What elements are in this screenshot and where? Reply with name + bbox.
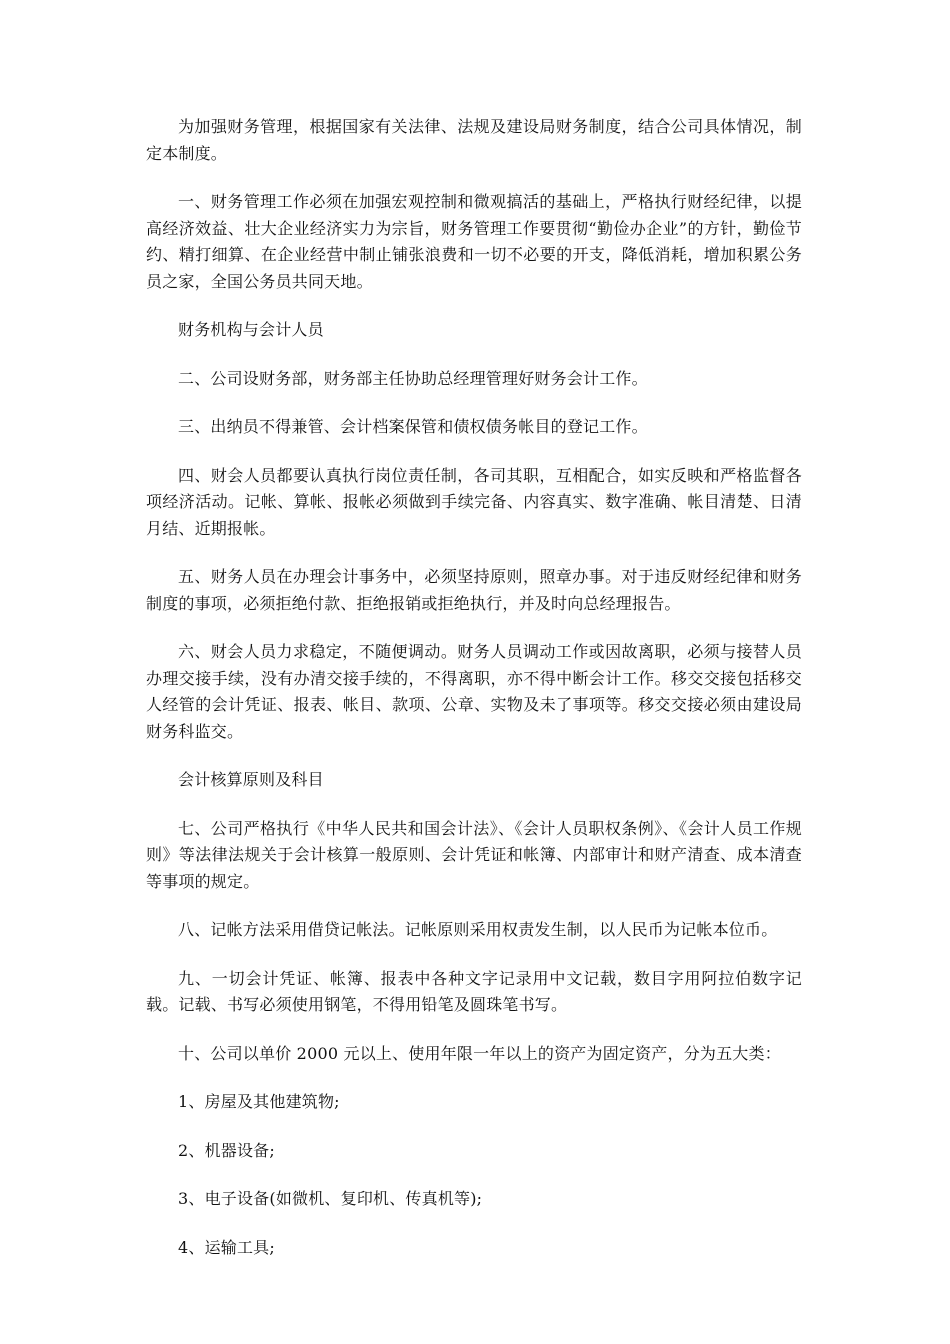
section-heading-accounting-principles: 会计核算原则及科目 xyxy=(178,770,324,789)
article-5: 五、财务人员在办理会计事务中，必须坚持原则，照章办事。对于违反财经纪律和财务制度的事项，必须拒绝付款、拒绝报销或拒绝执行，并及时向总经理报告。 xyxy=(146,567,802,613)
article-6: 六、财会人员力求稳定，不随便调动。财务人员调动工作或因故离职，必须与接替人员办理交接手续，没有办清交接手续的，不得离职，亦不得中断会计工作。移交交接包括移交人经管的会计凭证、报表、帐目、款项、公章、实物及未了事项等。移交交接必须由建设局财务科监交。 xyxy=(146,642,802,741)
article-3: 三、出纳员不得兼管、会计档案保管和债权债务帐目的登记工作。 xyxy=(178,417,648,436)
asset-category-1: 1、房屋及其他建筑物; xyxy=(178,1092,340,1111)
article-1: 一、财务管理工作必须在加强宏观控制和微观搞活的基础上，严格执行财经纪律，以提高经济效益、壮大企业经济实力为宗旨，财务管理工作要贯彻“勤俭办企业”的方针，勤俭节约、精打细算、在企业经营中制止铺张浪费和一切不必要的开支，降低消耗，增加积累公务员之家，全国公务员共同天地。 xyxy=(146,192,802,291)
asset-category-4: 4、运输工具; xyxy=(178,1237,275,1257)
article-8: 八、记帐方法采用借贷记帐法。记帐原则采用权责发生制，以人民币为记帐本位币。 xyxy=(178,920,778,939)
section-heading-finance-staff: 财务机构与会计人员 xyxy=(178,320,324,339)
article-2: 二、公司设财务部，财务部主任协助总经理管理好财务会计工作。 xyxy=(178,368,648,388)
article-10: 十、公司以单价 2000 元以上、使用年限一年以上的资产为固定资产，分为五大类： xyxy=(178,1043,781,1063)
asset-category-2: 2、机器设备; xyxy=(178,1140,275,1160)
document-body xyxy=(146,114,802,1283)
intro-paragraph: 为加强财务管理，根据国家有关法律、法规及建设局财务制度，结合公司具体情况，制定本制度。 xyxy=(146,117,802,163)
asset-category-3: 3、电子设备(如微机、复印机、传真机等); xyxy=(178,1189,483,1208)
article-4: 四、财会人员都要认真执行岗位责任制，各司其职，互相配合，如实反映和严格监督各项经济活动。记帐、算帐、报帐必须做到手续完备、内容真实、数字准确、帐目清楚、日清月结、近期报帐。 xyxy=(146,465,802,538)
article-7: 七、公司严格执行《中华人民共和国会计法》、《会计人员职权条例》、《会计人员工作规则》等法律法规关于会计核算一般原则、会计凭证和帐簿、内部审计和财产清查、成本清查等事项的规定。 xyxy=(146,818,802,891)
article-9: 九、一切会计凭证、帐簿、报表中各种文字记录用中文记载，数目字用阿拉伯数字记载。记载、书写必须使用钢笔，不得用铅笔及圆珠笔书写。 xyxy=(146,968,802,1014)
